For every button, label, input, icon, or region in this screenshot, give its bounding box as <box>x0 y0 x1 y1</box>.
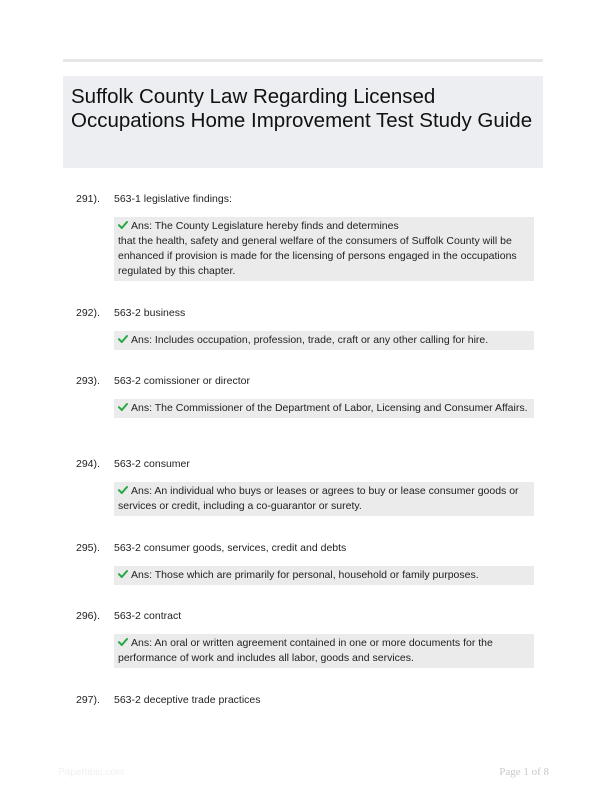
answer-text: Ans: An oral or written agreement contained in one or more documents for the performance of work and includes all labor, goods and services. <box>118 637 493 664</box>
question-number: 295). <box>76 542 100 554</box>
question-item <box>76 693 536 707</box>
top-divider <box>63 59 543 62</box>
title-banner <box>63 76 543 168</box>
check-icon <box>118 220 128 230</box>
answer-text: Ans: Those which are primarily for personal, household or family purposes. <box>131 569 479 581</box>
answer-box <box>114 634 534 668</box>
question-number: 291). <box>76 193 100 205</box>
question-item <box>76 374 536 418</box>
answer-box <box>114 331 534 350</box>
question-text: 563-2 comissioner or director <box>114 375 250 387</box>
question-item <box>76 541 536 585</box>
answer-box <box>114 217 534 281</box>
question-item <box>76 192 536 281</box>
answer-text: Ans: Includes occupation, profession, trade, craft or any other calling for hire. <box>131 334 489 346</box>
question-number: 292). <box>76 307 100 319</box>
question-number: 294). <box>76 458 100 470</box>
question-text: 563-2 consumer <box>114 458 190 470</box>
question-text: 563-2 deceptive trade practices <box>114 694 261 706</box>
answer-box <box>114 566 534 585</box>
question-item <box>76 609 536 668</box>
answer-box <box>114 482 534 516</box>
answer-text-continued: that the health, safety and general welfare of the consumers of Suffolk County will be enhanced if provision is made for the licensing of persons engaged in the occupations regulated by this chapter. <box>118 235 517 277</box>
check-icon <box>118 569 128 579</box>
check-icon <box>118 637 128 647</box>
answer-text: Ans: The County Legislature hereby finds and determines <box>131 220 399 232</box>
question-number: 297). <box>76 694 100 706</box>
page-number: Page 1 of 8 <box>499 766 549 778</box>
document-title: Suffolk County Law Regarding Licensed Occupations Home Improvement Test Study Guide <box>71 85 533 132</box>
question-number: 293). <box>76 375 100 387</box>
check-icon <box>118 402 128 412</box>
question-text: 563-1 legislative findings: <box>114 193 232 205</box>
question-text: 563-2 consumer goods, services, credit and debts <box>114 542 347 554</box>
check-icon <box>118 334 128 344</box>
question-text: 563-2 contract <box>114 610 182 622</box>
question-number: 296). <box>76 610 100 622</box>
footer-site: Papertibic.com <box>58 767 125 778</box>
answer-box <box>114 399 534 418</box>
question-item <box>76 306 536 350</box>
question-item <box>76 457 536 516</box>
check-icon <box>118 485 128 495</box>
answer-text: Ans: An individual who buys or leases or agrees to buy or lease consumer goods or services or credit, including a co-guarantor or surety. <box>118 485 519 512</box>
answer-text: Ans: The Commissioner of the Department of Labor, Licensing and Consumer Affairs. <box>131 402 528 414</box>
question-text: 563-2 business <box>114 307 186 319</box>
